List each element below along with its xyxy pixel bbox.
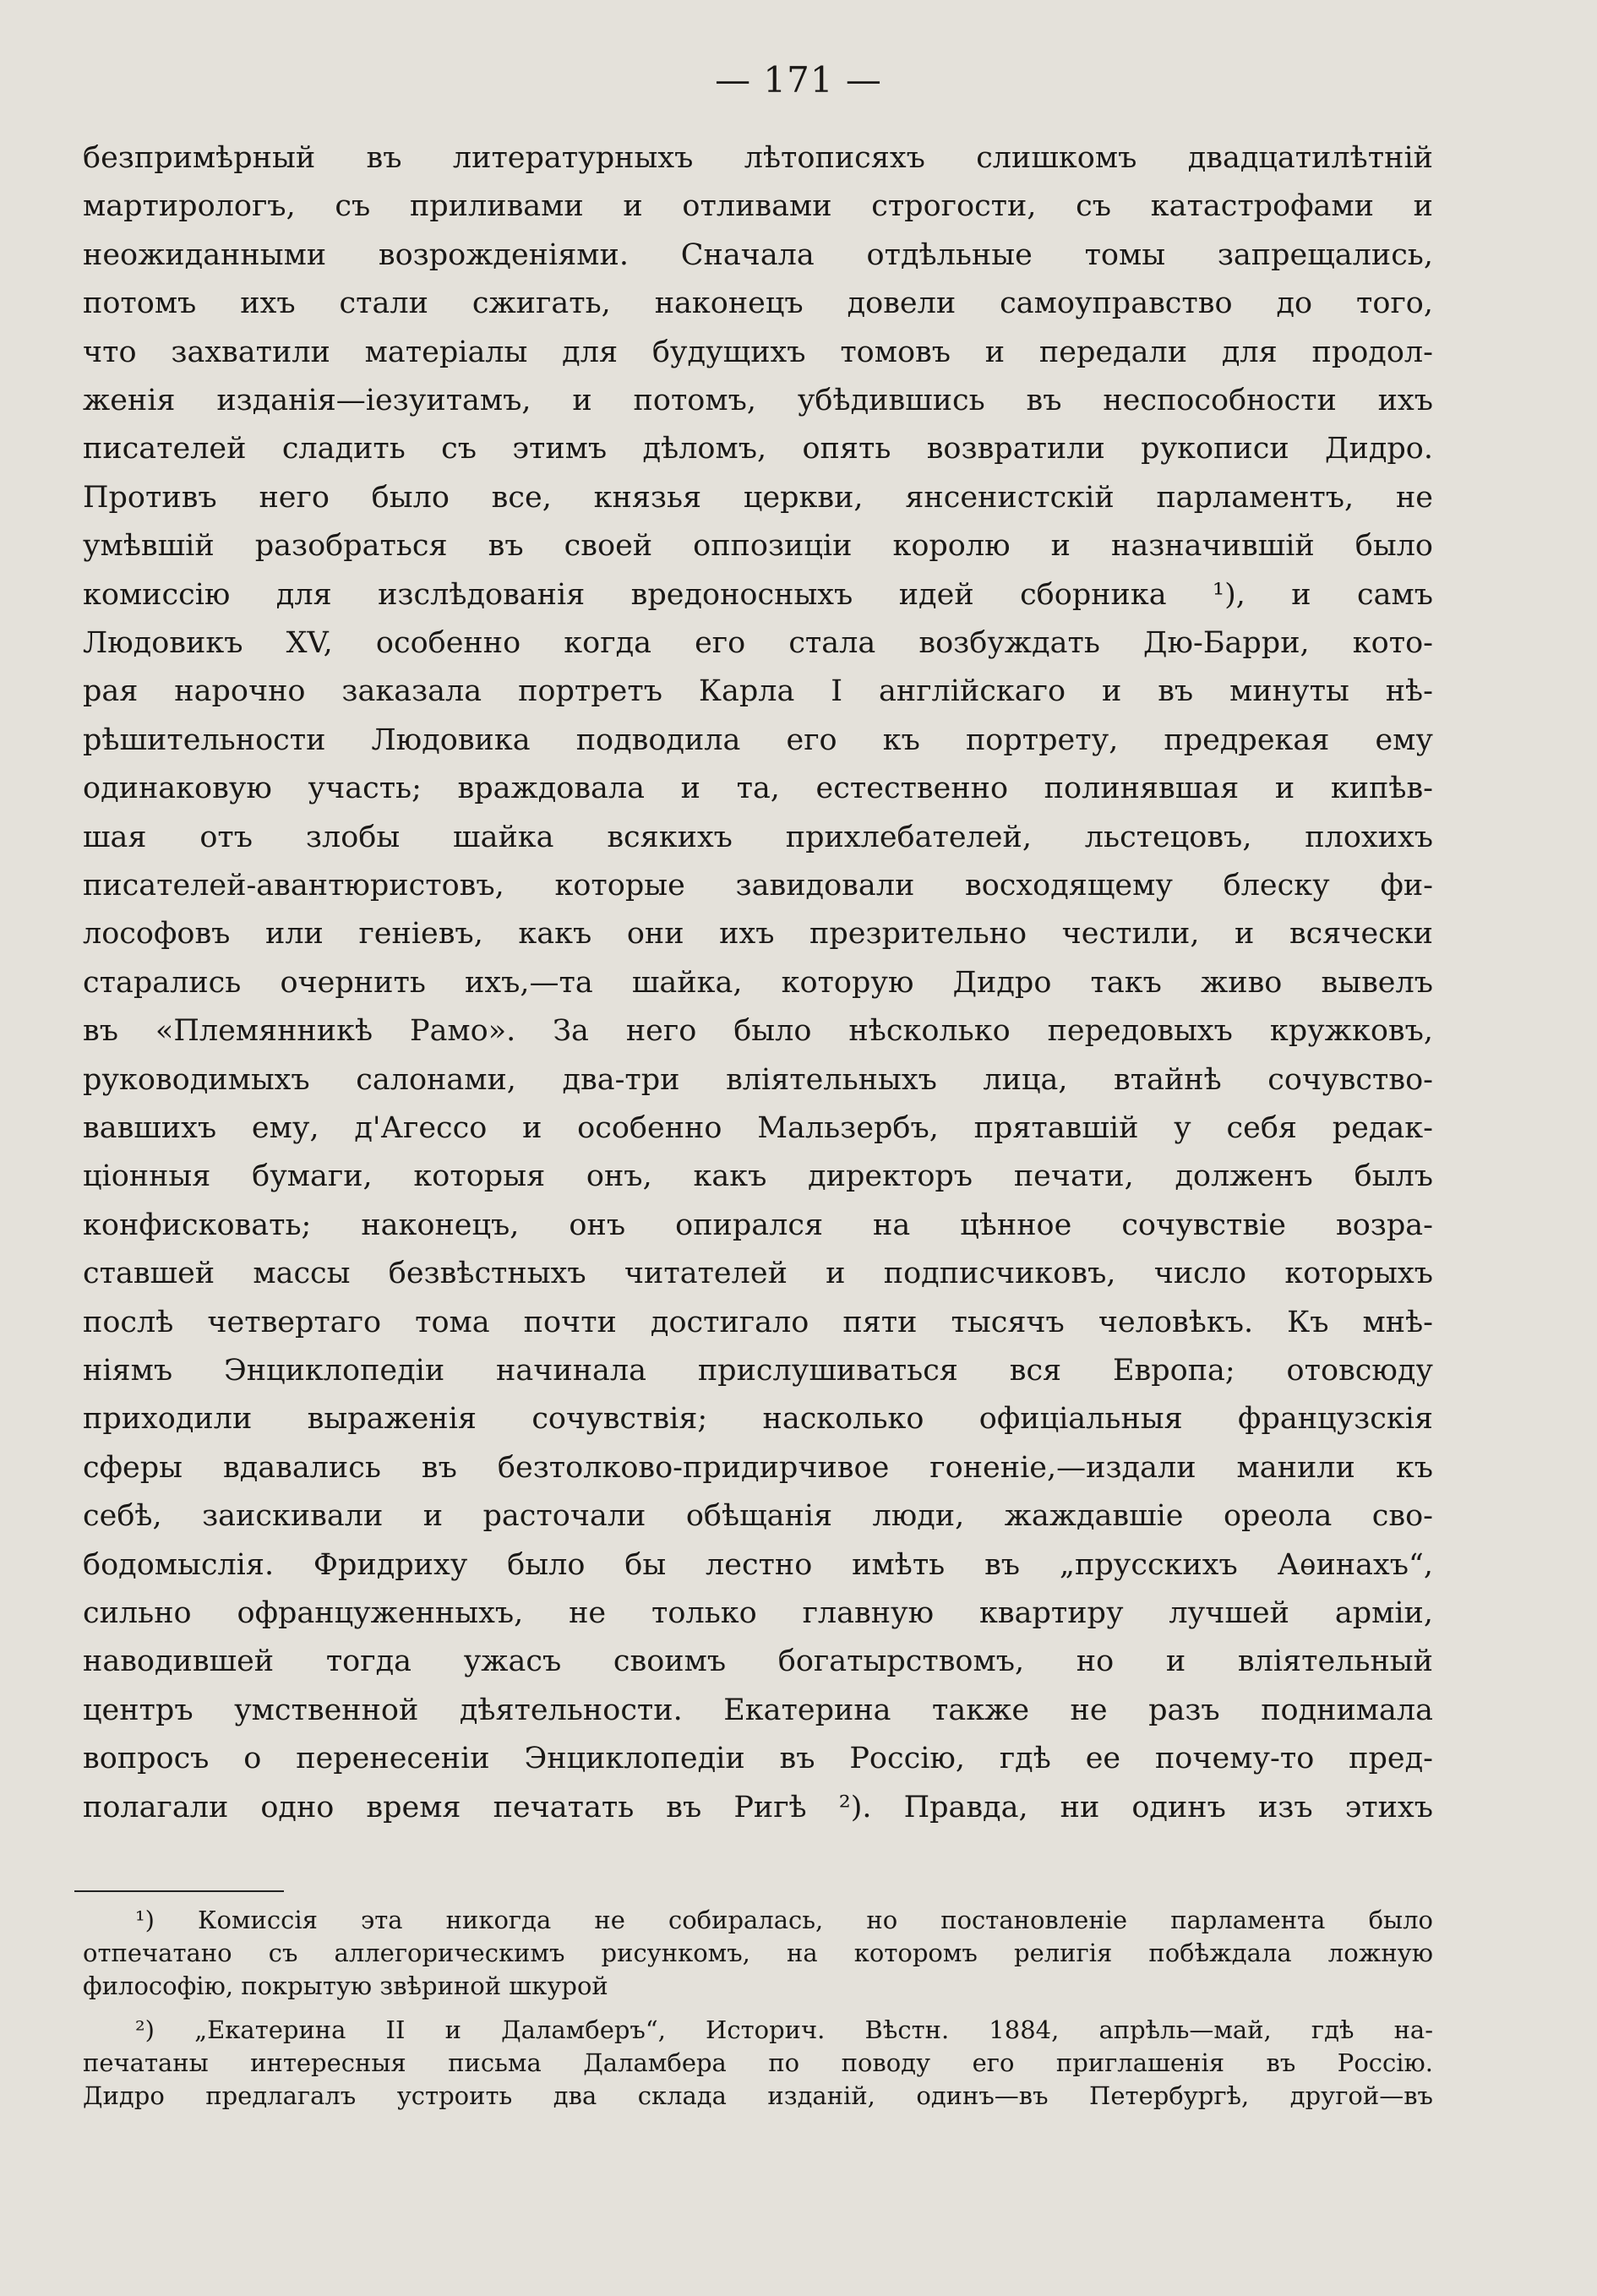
body-line: вопросъ о перенесеніи Энциклопедіи въ Россію, гдѣ ее почему-то пред- xyxy=(83,1742,1433,1775)
body-line: рѣшительности Людовика подводила его къ портрету, предрекая ему xyxy=(83,723,1433,757)
body-line: наводившей тогда ужасъ своимъ богатырствомъ, но и вліятельный xyxy=(83,1644,1433,1678)
footnote-line: печатаны интересныя письма Даламбера по поводу его приглашенія въ Россію. xyxy=(83,2048,1433,2077)
body-line: вавшихъ ему, д'Агессо и особенно Мальзербъ, прятавшій у себя редак- xyxy=(83,1111,1433,1145)
body-line: рая нарочно заказала портретъ Карла I англійскаго и въ минуты нѣ- xyxy=(83,674,1433,708)
body-line: безпримѣрный въ литературныхъ лѣтописяхъ слишкомъ двадцатилѣтній xyxy=(83,141,1433,175)
body-line: неожиданными возрожденіями. Сначала отдѣльные томы запрещались, xyxy=(83,238,1433,272)
body-line: послѣ четвертаго тома почти достигало пяти тысячъ человѣкъ. Къ мнѣ- xyxy=(83,1306,1433,1339)
body-line: сферы вдавались въ безтолково-придирчивое гоненіе,—издали манили къ xyxy=(83,1451,1433,1485)
page-number: — 171 — xyxy=(715,59,882,101)
body-line: писателей-авантюристовъ, которые завидовали восходящему блеску фи- xyxy=(83,869,1433,903)
body-line: старались очернить ихъ,—та шайка, которую Дидро такъ живо вывелъ xyxy=(83,966,1433,1000)
footnote-line: Дидро предлагалъ устроить два склада изданій, одинъ—въ Петербургѣ, другой—въ xyxy=(83,2081,1433,2110)
body-line: потомъ ихъ стали сжигать, наконецъ довели самоуправство до того, xyxy=(83,286,1433,320)
body-line: руководимыхъ салонами, два-три вліятельныхъ лица, втайнѣ сочувство- xyxy=(83,1063,1433,1097)
body-line: комиссію для изслѣдованія вредоносныхъ идей сборника ¹), и самъ xyxy=(83,578,1433,612)
body-line: ціонныя бумаги, которыя онъ, какъ директоръ печати, долженъ былъ xyxy=(83,1159,1433,1193)
body-line: писателей сладить съ этимъ дѣломъ, опять возвратили рукописи Дидро. xyxy=(83,432,1433,466)
body-line: центръ умственной дѣятельности. Екатерина также не разъ поднимала xyxy=(83,1693,1433,1727)
body-line: шая отъ злобы шайка всякихъ прихлебателей, льстецовъ, плохихъ xyxy=(83,821,1433,854)
body-line: себѣ, заискивали и расточали обѣщанія люди, жаждавшіе ореола сво- xyxy=(83,1499,1433,1533)
body-line: что захватили матеріалы для будущихъ томовъ и передали для продол- xyxy=(83,335,1433,369)
body-line: женія изданія—іезуитамъ, и потомъ, убѣдившись въ неспособности ихъ xyxy=(83,384,1433,417)
body-line: Людовикъ XV, особенно когда его стала возбуждать Дю-Барри, кото- xyxy=(83,626,1433,660)
footnote-line: отпечатано съ аллегорическимъ рисункомъ, на которомъ религія побѣждала ложную xyxy=(83,1939,1433,1967)
body-line: приходили выраженія сочувствія; насколько офиціальныя французскія xyxy=(83,1402,1433,1436)
body-line: ніямъ Энциклопедіи начинала прислушиваться вся Европа; отовсюду xyxy=(83,1354,1433,1388)
footnote-line: философію, покрытую звѣриной шкурой xyxy=(83,1972,608,2000)
body-line: въ «Племянникѣ Рамо». За него было нѣсколько передовыхъ кружковъ, xyxy=(83,1014,1433,1048)
body-line: конфисковать; наконецъ, онъ опирался на цѣнное сочувствіе возра- xyxy=(83,1208,1433,1242)
footnote-separator xyxy=(74,1890,284,1892)
body-line: мартирологъ, съ приливами и отливами строгости, съ катастрофами и xyxy=(83,189,1433,223)
body-line: сильно офранцуженныхъ, не только главную квартиру лучшей арміи, xyxy=(83,1596,1433,1630)
body-line: ставшей массы безвѣстныхъ читателей и подписчиковъ, число которыхъ xyxy=(83,1257,1433,1290)
body-line: лософовъ или геніевъ, какъ они ихъ презрительно честили, и всячески xyxy=(83,917,1433,951)
footnote-line: ²) „Екатерина II и Даламберъ“, Историч. Вѣстн. 1884, апрѣль—май, гдѣ на- xyxy=(135,2015,1433,2044)
body-line: умѣвшій разобраться въ своей оппозиціи королю и назначившій было xyxy=(83,529,1433,563)
body-line: бодомыслія. Фридриху было бы лестно имѣть въ „прусскихъ Аѳинахъ“, xyxy=(83,1548,1433,1582)
body-line: одинаковую участь; враждовала и та, естественно полинявшая и кипѣв- xyxy=(83,772,1433,805)
body-line: полагали одно время печатать въ Ригѣ ²). Правда, ни одинъ изъ этихъ xyxy=(83,1791,1433,1824)
body-line: Противъ него было все, князья церкви, янсенистскій парламентъ, не xyxy=(83,481,1433,515)
footnote-line: ¹) Комиссія эта никогда не собиралась, но постановленіе парламента было xyxy=(135,1906,1433,1934)
